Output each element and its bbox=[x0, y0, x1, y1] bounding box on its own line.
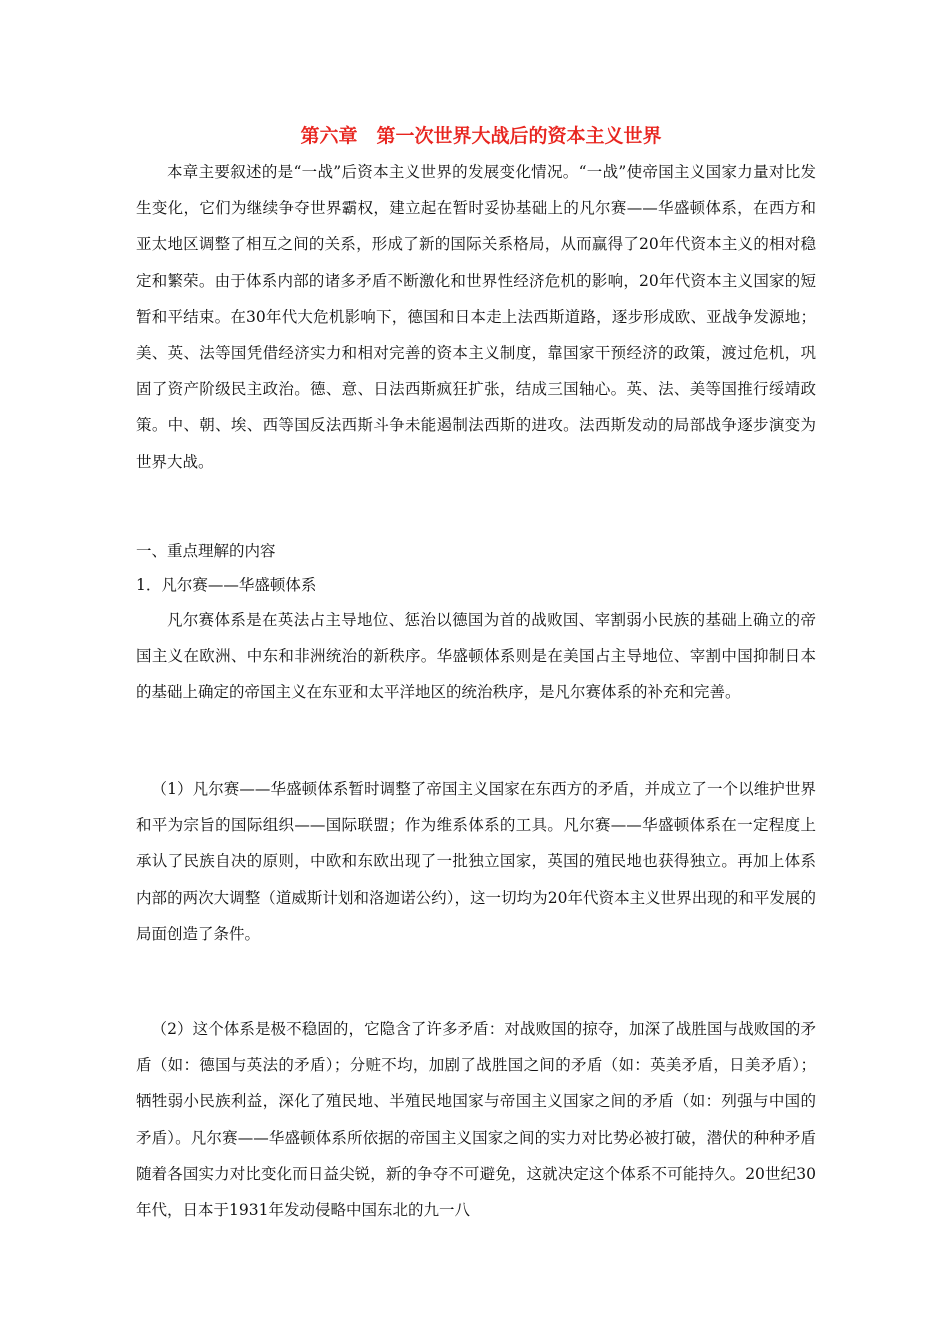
body-paragraph-2: （1）凡尔赛——华盛顿体系暂时调整了帝国主义国家在东西方的矛盾，并成立了一个以维护世界和平为宗旨的国际组织——国际联盟；作为维系体系的工具。凡尔赛——华盛顿体系在一定程度上承认了民族自决的原则，中欧和东欧出现了一批独立国家，英国的殖民地也获得独立。再加上体系内部的两次大调整（道威斯计划和洛迦诺公约），这一切均为20年代资本主义世界出现的和平发展的局面创造了条件。 bbox=[136, 780, 816, 943]
body-paragraph-3: （2）这个体系是极不稳固的，它隐含了许多矛盾：对战败国的掠夺，加深了战胜国与战败国的矛盾（如：德国与英法的矛盾）；分赃不均，加剧了战胜国之间的矛盾（如：英美矛盾，日美矛盾）；牺牲弱小民族利益，深化了殖民地、半殖民地国家与帝国主义国家之间的矛盾（如：列强与中国的矛盾）。凡尔赛——华盛顿体系所依据的帝国主义国家之间的实力对比势必被打破，潜伏的种种矛盾随着各国实力对比变化而日益尖锐，新的争夺不可避免，这就决定这个体系不可能持久。20世纪30年代，日本于1931年发动侵略中国东北的九一八 bbox=[136, 1020, 816, 1220]
body-paragraph-1: 凡尔赛体系是在英法占主导地位、惩治以德国为首的战败国、宰割弱小民族的基础上确立的帝国主义在欧洲、中东和非洲统治的新秩序。华盛顿体系则是在美国占主导地位、宰割中国抑制日本的基础上确定的帝国主义在东亚和太平洋地区的统治秩序，是凡尔赛体系的补充和完善。 bbox=[136, 611, 816, 702]
intro-paragraph: 本章主要叙述的是“一战”后资本主义世界的发展变化情况。“一战”使帝国主义国家力量对比发生变化，它们为继续争夺世界霸权，建立起在暂时妥协基础上的凡尔赛——华盛顿体系，在西方和亚太地区调整了相互之间的关系，形成了新的国际关系格局，从而赢得了20年代资本主义的相对稳定和繁荣。由于体系内部的诸多矛盾不断激化和世界性经济危机的影响，20年代资本主义国家的短暂和平结束。在30年代大危机影响下，德国和日本走上法西斯道路，逐步形成欧、亚战争发源地；美、英、法等国凭借经济实力和相对完善的资本主义制度，靠国家干预经济的政策，渡过危机，巩固了资产阶级民主政治。德、意、日法西斯疯狂扩张，结成三国轴心。英、法、美等国推行绥靖政策。中、朝、埃、西等国反法西斯斗争未能遏制法西斯的进攻。法西斯发动的局部战争逐步演变为世界大战。 bbox=[136, 163, 816, 471]
subsection-heading: 1．凡尔赛——华盛顿体系 bbox=[136, 576, 317, 594]
section-heading: 一、重点理解的内容 bbox=[136, 542, 276, 560]
chapter-title: 第六章 第一次世界大战后的资本主义世界 bbox=[300, 125, 662, 147]
